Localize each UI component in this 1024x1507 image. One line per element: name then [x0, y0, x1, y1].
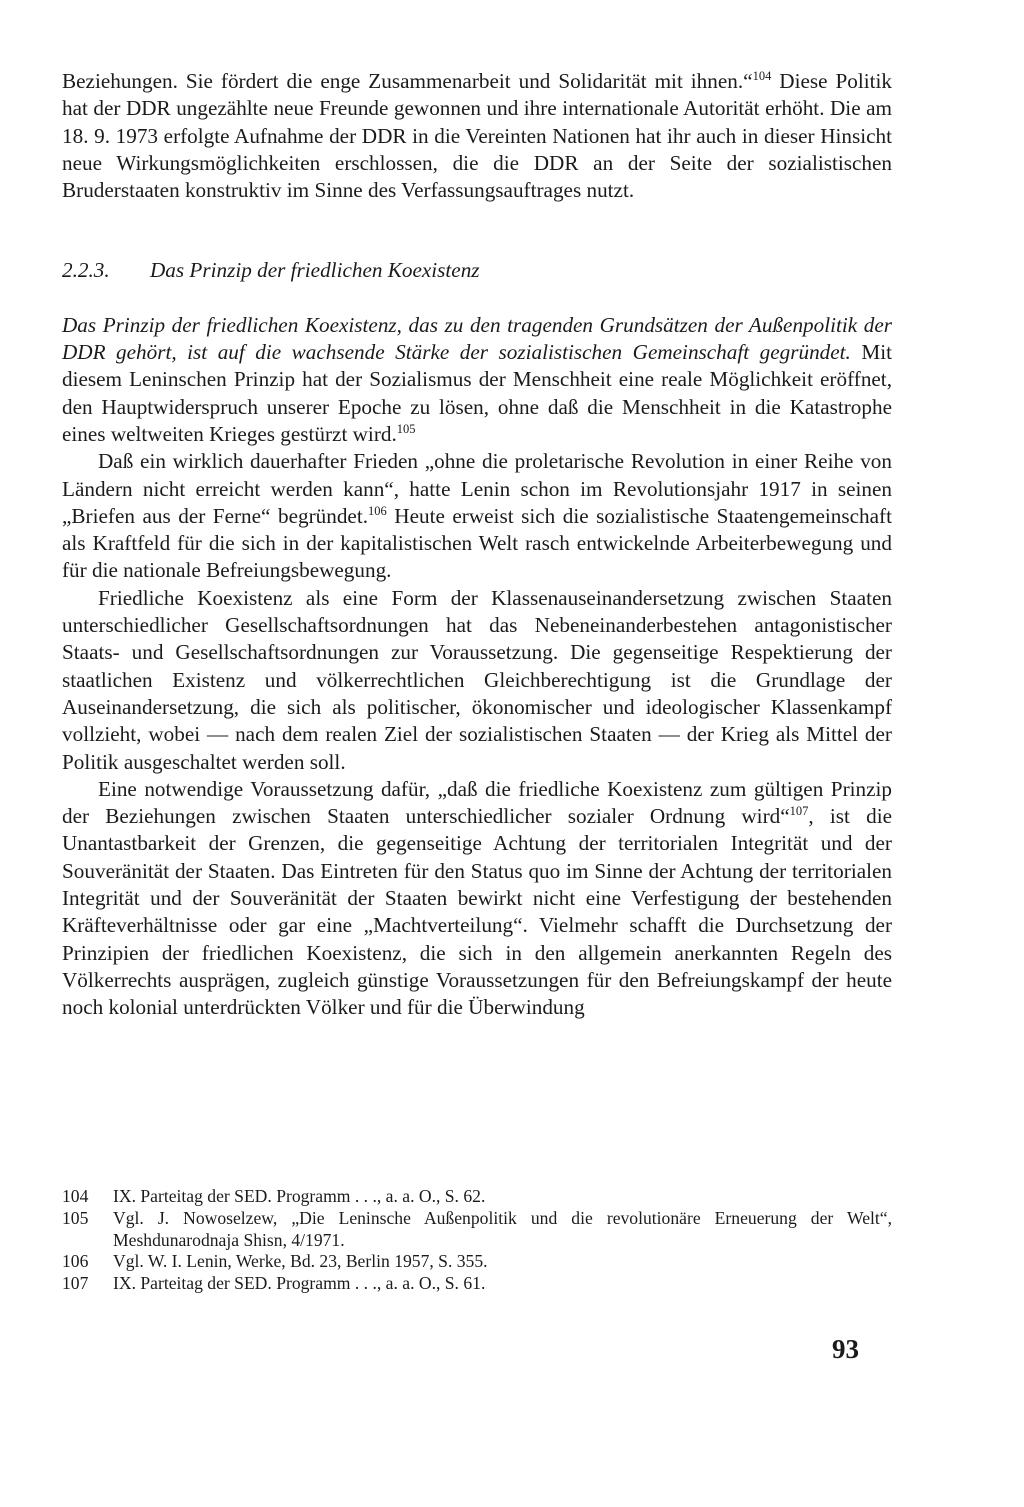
- footnote-number: 105: [62, 1207, 89, 1228]
- footnote-ref-105[interactable]: 105: [396, 421, 416, 436]
- footnote-ref-106[interactable]: 106: [368, 503, 387, 518]
- paragraph-2-text: Mit diesem Leninschen Prinzip hat der Sozialismus der Menschheit eine reale Möglichkeit eröffnet, den Hauptwiderspruch unserer Epoche zu lösen, ohne daß die Menschheit in die Katastrophe eines weltweiten Krieges gestürzt wird.: [62, 340, 892, 446]
- paragraph-3-text-a: Daß ein wirklich dauerhafter Frieden „ohne die proletarische Revolution in einer Reihe von Ländern nicht erreicht werden kann“, hatte Lenin schon im Revolutionsjahr 1917 in seinen „Briefen aus der Ferne“ begründet.: [62, 449, 892, 528]
- footnote-107: [62, 1273, 892, 1295]
- footnote-105: [62, 1208, 892, 1252]
- paragraph-3: [62, 448, 892, 584]
- section-number: 2.2.3.: [62, 258, 110, 283]
- page-body: [62, 68, 892, 1022]
- footnote-ref-107[interactable]: 107: [789, 804, 809, 819]
- footnote-104: [62, 1186, 892, 1208]
- footnotes: [62, 1186, 892, 1295]
- paragraph-5-text-b: , ist die Unantastbarkeit der Grenzen, die gegenseitige Achtung der territorialen Integrität und der Souveränität der Staaten. Das Eintreten für den Status quo im Sinne der Achtung der territorialen Integrität und der Souveränität der Staaten bewirkt nicht eine Verfestigung der bestehenden Kräfteverhältnisse oder gar eine „Machtverteilung“. Vielmehr schafft die Durchsetzung der Prinzipien der friedlichen Koexistenz, die sich in den allgemein anerkannten Regeln des Völkerrechts ausprägen, zugleich günstige Voraussetzungen für den Befreiungskampf der heute noch kolonial unterdrückten Völker und für die Überwindung: [62, 804, 892, 1020]
- paragraph-2: [62, 312, 892, 448]
- paragraph-1-text-b: Diese Politik hat der DDR ungezählte neue Freunde gewonnen und ihre internationale Autorität erhöht. Die am 18. 9. 1973 erfolgte Aufnahme der DDR in die Vereinten Nationen hat ihr auch in dieser Hinsicht neue Wirkungsmöglichkeiten erschlossen, die die DDR an der Seite der sozialistischen Bruderstaaten konstruktiv im Sinne des Verfassungsauftrages nutzt.: [62, 69, 893, 203]
- footnote-ref-104[interactable]: 104: [752, 69, 772, 83]
- footnote-106: [62, 1251, 892, 1273]
- footnote-text: Vgl. J. Nowoselzew, „Die Leninsche Außenpolitik und die revolutionäre Erneuerung der Welt“, Meshdunarodnaja Shisn, 4/1971.: [113, 1207, 892, 1250]
- page-number: 93: [832, 1334, 859, 1364]
- paragraph-1: [62, 68, 892, 204]
- paragraph-4: Friedliche Koexistenz als eine Form der Klassenauseinandersetzung zwischen Staaten unterschiedlicher Gesellschaftsordnungen hat das Nebeneinanderbestehen antagonistischer Staats- und Gesellschaftsordnungen zur Voraussetzung. Die gegenseitige Respektierung der staatlichen Existenz und völkerrechtlichen Gleichberechtigung ist die Grundlage der Auseinandersetzung, die sich als politischer, ökonomischer und ideologischer Klassenkampf vollzieht, wobei — nach dem realen Ziel der sozialistischen Staaten — der Krieg als Mittel der Politik ausgeschaltet werden soll.: [62, 585, 892, 774]
- paragraph-3-text-b: Heute erweist sich die sozialistische Staatengemeinschaft als Kraftfeld für die sich in der kapitalistischen Welt rasch entwickelnde Arbeiterbewegung und für die nationale Befreiungsbewegung.: [62, 503, 892, 583]
- paragraph-1-text-a: Beziehungen. Sie fördert die enge Zusammenarbeit und Solidarität mit ihnen.“: [62, 69, 753, 93]
- footnote-number: 104: [62, 1186, 89, 1206]
- paragraph-5-text-a: Eine notwendige Voraussetzung dafür, „daß die friedliche Koexistenz zum gültigen Prinzip der Beziehungen zwischen Staaten unterschiedlicher sozialer Ordnung wird“: [62, 776, 892, 829]
- footnote-number: 107: [62, 1273, 89, 1294]
- paragraph-5: [62, 776, 892, 1022]
- footnote-text: Vgl. W. I. Lenin, Werke, Bd. 23, Berlin 1957, S. 355.: [113, 1251, 488, 1272]
- footnote-text: IX. Parteitag der SED. Programm . . ., a. a. O., S. 62.: [113, 1186, 486, 1206]
- footnote-text: IX. Parteitag der SED. Programm . . ., a. a. O., S. 61.: [113, 1273, 486, 1294]
- footnote-number: 106: [62, 1251, 89, 1272]
- section-title: Das Prinzip der friedlichen Koexistenz: [150, 258, 480, 283]
- section-heading: [62, 257, 892, 284]
- paragraph-2-italic-lead: Das Prinzip der friedlichen Koexistenz, das zu den tragenden Grundsätzen der Außenpolitik der DDR gehört, ist auf die wachsende Stärke der sozialistischen Gemeinschaft gegründet.: [62, 312, 892, 365]
